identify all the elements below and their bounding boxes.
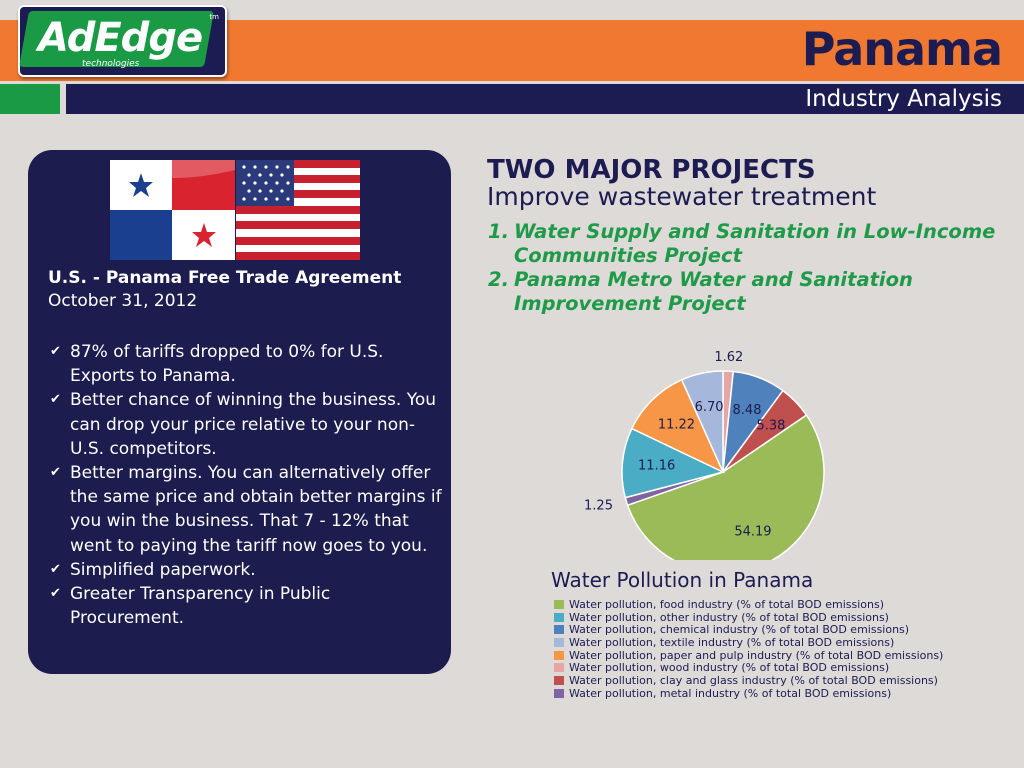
legend-label: Water pollution, textile industry (% of total BOD emissions) (569, 635, 895, 649)
list-item (48, 582, 443, 630)
slice-value-label: 8.48 (732, 402, 762, 418)
benefit-text: Better chance of winning the business. You can drop your price relative to your non-U.S. competitors. (70, 390, 436, 459)
project-item (488, 268, 1008, 316)
agreement-benefits-list (48, 340, 443, 630)
header-accent-block (0, 84, 60, 114)
agreement-title: U.S. - Panama Free Trade Agreement (48, 268, 402, 288)
project-number: 1. (488, 220, 509, 243)
slice-value-label: 11.16 (638, 458, 676, 474)
legend-label: Water pollution, chemical industry (% of total BOD emissions) (569, 623, 910, 637)
projects-title: TWO MAJOR PROJECTS (487, 155, 816, 185)
project-item (488, 220, 1008, 268)
legend-entry (554, 636, 943, 649)
list-item (48, 461, 443, 558)
legend-swatch (554, 689, 564, 698)
legend-label: Water pollution, food industry (% of total BOD emissions) (569, 597, 884, 611)
projects-list (488, 220, 1008, 316)
project-text: Panama Metro Water and Sanitation Improvement Project (514, 268, 913, 315)
panama-flag-icon (110, 160, 235, 260)
list-item (48, 558, 443, 582)
legend-swatch (554, 625, 564, 634)
slice-value-label: 11.22 (657, 417, 696, 433)
water-pollution-pie-chart (560, 340, 900, 560)
project-number: 2. (488, 268, 509, 291)
logo-subtext: technologies (82, 59, 140, 69)
checkmark-icon: ✔ (50, 586, 61, 602)
legend-swatch (554, 638, 564, 647)
legend-label: Water pollution, other industry (% of total BOD emissions) (569, 610, 889, 624)
legend-label: Water pollution, clay and glass industry (% of total BOD emissions) (569, 673, 938, 687)
slice-value-label: 6.70 (694, 399, 724, 415)
chart-title: Water Pollution in Panama (551, 568, 814, 592)
legend-label: Water pollution, paper and pulp industry (% of total BOD emissions) (569, 648, 944, 662)
benefit-text: Greater Transparency in Public Procurement. (70, 584, 331, 629)
checkmark-icon: ✔ (50, 392, 61, 408)
logo-tm: tm (209, 13, 219, 21)
page-subtitle: Industry Analysis (805, 86, 1002, 112)
list-item (48, 388, 443, 461)
page-title: Panama (801, 22, 1002, 76)
slice-value-label: 1.62 (714, 350, 744, 366)
logo-text: AdEdge (38, 15, 203, 61)
legend-swatch (554, 676, 564, 685)
legend-entry (554, 623, 943, 636)
agreement-date: October 31, 2012 (48, 291, 198, 311)
checkmark-icon: ✔ (50, 561, 61, 577)
slice-value-label: 1.25 (584, 498, 613, 514)
project-text: Water Supply and Sanitation in Low-Income Communities Project (514, 220, 996, 267)
legend-entry (554, 674, 943, 687)
benefit-text: Better margins. You can alternatively offer the same price and obtain better margins if you win the business. That 7 - 12% that went to paying the tariff now goes to you. (70, 463, 442, 556)
panama-us-flags-image (110, 160, 360, 260)
legend-entry (554, 661, 943, 674)
slice-value-label: 54.19 (734, 524, 772, 540)
benefit-text: 87% of tariffs dropped to 0% for U.S. Exports to Panama. (70, 342, 384, 387)
legend-swatch (554, 613, 564, 622)
legend-label: Water pollution, metal industry (% of total BOD emissions) (569, 686, 892, 700)
list-item (48, 340, 443, 388)
legend-entry (554, 649, 943, 662)
legend-entry (554, 598, 943, 611)
adedge-logo (18, 5, 227, 77)
projects-subtitle: Improve wastewater treatment (487, 182, 877, 211)
trade-agreement-panel (28, 150, 451, 674)
legend-swatch (554, 663, 564, 672)
legend-swatch (554, 600, 564, 609)
slice-value-label: 5.38 (756, 418, 786, 434)
checkmark-icon: ✔ (50, 465, 61, 481)
legend-label: Water pollution, wood industry (% of total BOD emissions) (569, 661, 890, 675)
checkmark-icon: ✔ (50, 344, 61, 359)
chart-legend (554, 598, 943, 700)
legend-entry (554, 687, 943, 700)
benefit-text: Simplified paperwork. (70, 559, 256, 580)
legend-swatch (554, 651, 564, 660)
us-flag-icon (236, 160, 360, 260)
legend-entry (554, 611, 943, 624)
